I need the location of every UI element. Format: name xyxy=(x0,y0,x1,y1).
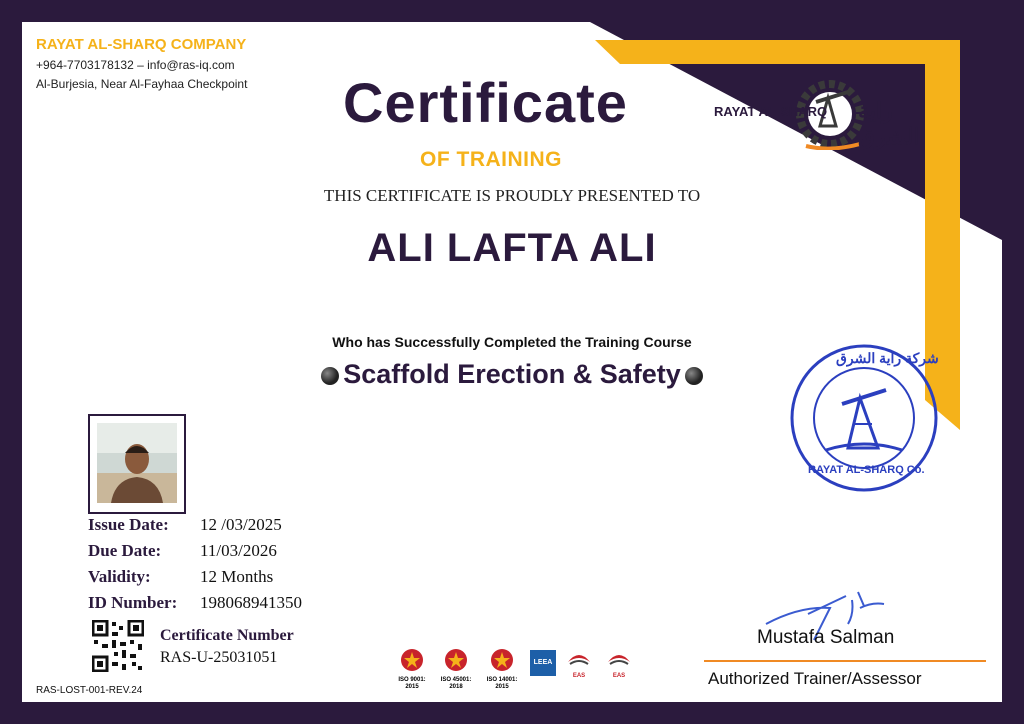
iso-45001-label: ISO 45001: 2018 xyxy=(440,677,472,690)
certificate-title: Certificate xyxy=(343,71,628,134)
company-contact: +964-7703178132 – info@ras-iq.com xyxy=(36,58,235,72)
validity-value: 12 Months xyxy=(200,567,274,586)
issue-date-label: Issue Date: xyxy=(88,515,169,534)
logo-text-ar: راية الشرق xyxy=(858,98,920,149)
iso-14001-badge xyxy=(482,648,522,691)
certificate-number-value: RAS-U-25031051 xyxy=(160,649,278,666)
leea-badge: LEEA xyxy=(530,650,556,676)
recipient-photo xyxy=(97,423,177,503)
iso-14001-label: ISO 14001: 2015 xyxy=(486,677,518,690)
signature-divider xyxy=(704,660,986,662)
iso-badge-icon xyxy=(489,648,515,672)
completed-text: Who has Successfully Completed the Training Course xyxy=(332,334,692,350)
stamp-text-english: RAYAT AL-SHARQ Co. xyxy=(808,464,925,476)
id-number-value: 198068941350 xyxy=(200,593,302,612)
eas-label-1: EAS xyxy=(572,673,586,679)
company-name: RAYAT AL-SHARQ COMPANY xyxy=(36,36,247,53)
company-logo xyxy=(710,78,932,150)
qr-code-icon[interactable] xyxy=(92,620,144,672)
recipient-name: ALI LAFTA ALI xyxy=(367,226,657,270)
signatory-name: Mustafa Salman xyxy=(757,627,895,648)
accreditation-badges xyxy=(392,648,652,696)
iso-badge-icon xyxy=(443,648,469,672)
bullet-right-icon xyxy=(685,367,703,385)
iso-badge-icon xyxy=(399,648,425,672)
certificate-subtitle: OF TRAINING xyxy=(420,148,562,171)
company-address: Al-Burjesia, Near Al-Fayhaa Checkpoint xyxy=(36,77,248,91)
photo-frame xyxy=(88,414,186,514)
presented-text: THIS CERTIFICATE IS PROUDLY PRESENTED TO xyxy=(323,186,701,205)
logo-text-en: RAYAT AL-SHARQ xyxy=(714,104,828,119)
id-number-label: ID Number: xyxy=(88,593,178,612)
due-date-label: Due Date: xyxy=(88,541,162,560)
stamp-text-arabic: شركة راية الشرق xyxy=(836,350,939,366)
certificate-number-label: Certificate Number xyxy=(160,627,294,644)
bullet-left-icon xyxy=(321,367,339,385)
eas-badge-1 xyxy=(564,648,594,679)
issue-date-value: 12 /03/2025 xyxy=(200,515,282,534)
revision-code: RAS-LOST-001-REV.24 xyxy=(36,685,143,696)
iso-9001-label: ISO 9001: 2015 xyxy=(398,677,426,690)
eas-label-2: EAS xyxy=(612,673,626,679)
eas-badge-icon xyxy=(566,648,592,668)
eas-badge-icon xyxy=(606,648,632,668)
due-date-value: 11/03/2026 xyxy=(200,541,277,560)
validity-label: Validity: xyxy=(88,567,151,586)
eas-badge-2 xyxy=(604,648,634,679)
iso-45001-badge xyxy=(436,648,476,691)
course-name: Scaffold Erection & Safety xyxy=(343,359,681,389)
signatory-title: Authorized Trainer/Assessor xyxy=(708,669,922,688)
iso-9001-badge xyxy=(392,648,432,691)
